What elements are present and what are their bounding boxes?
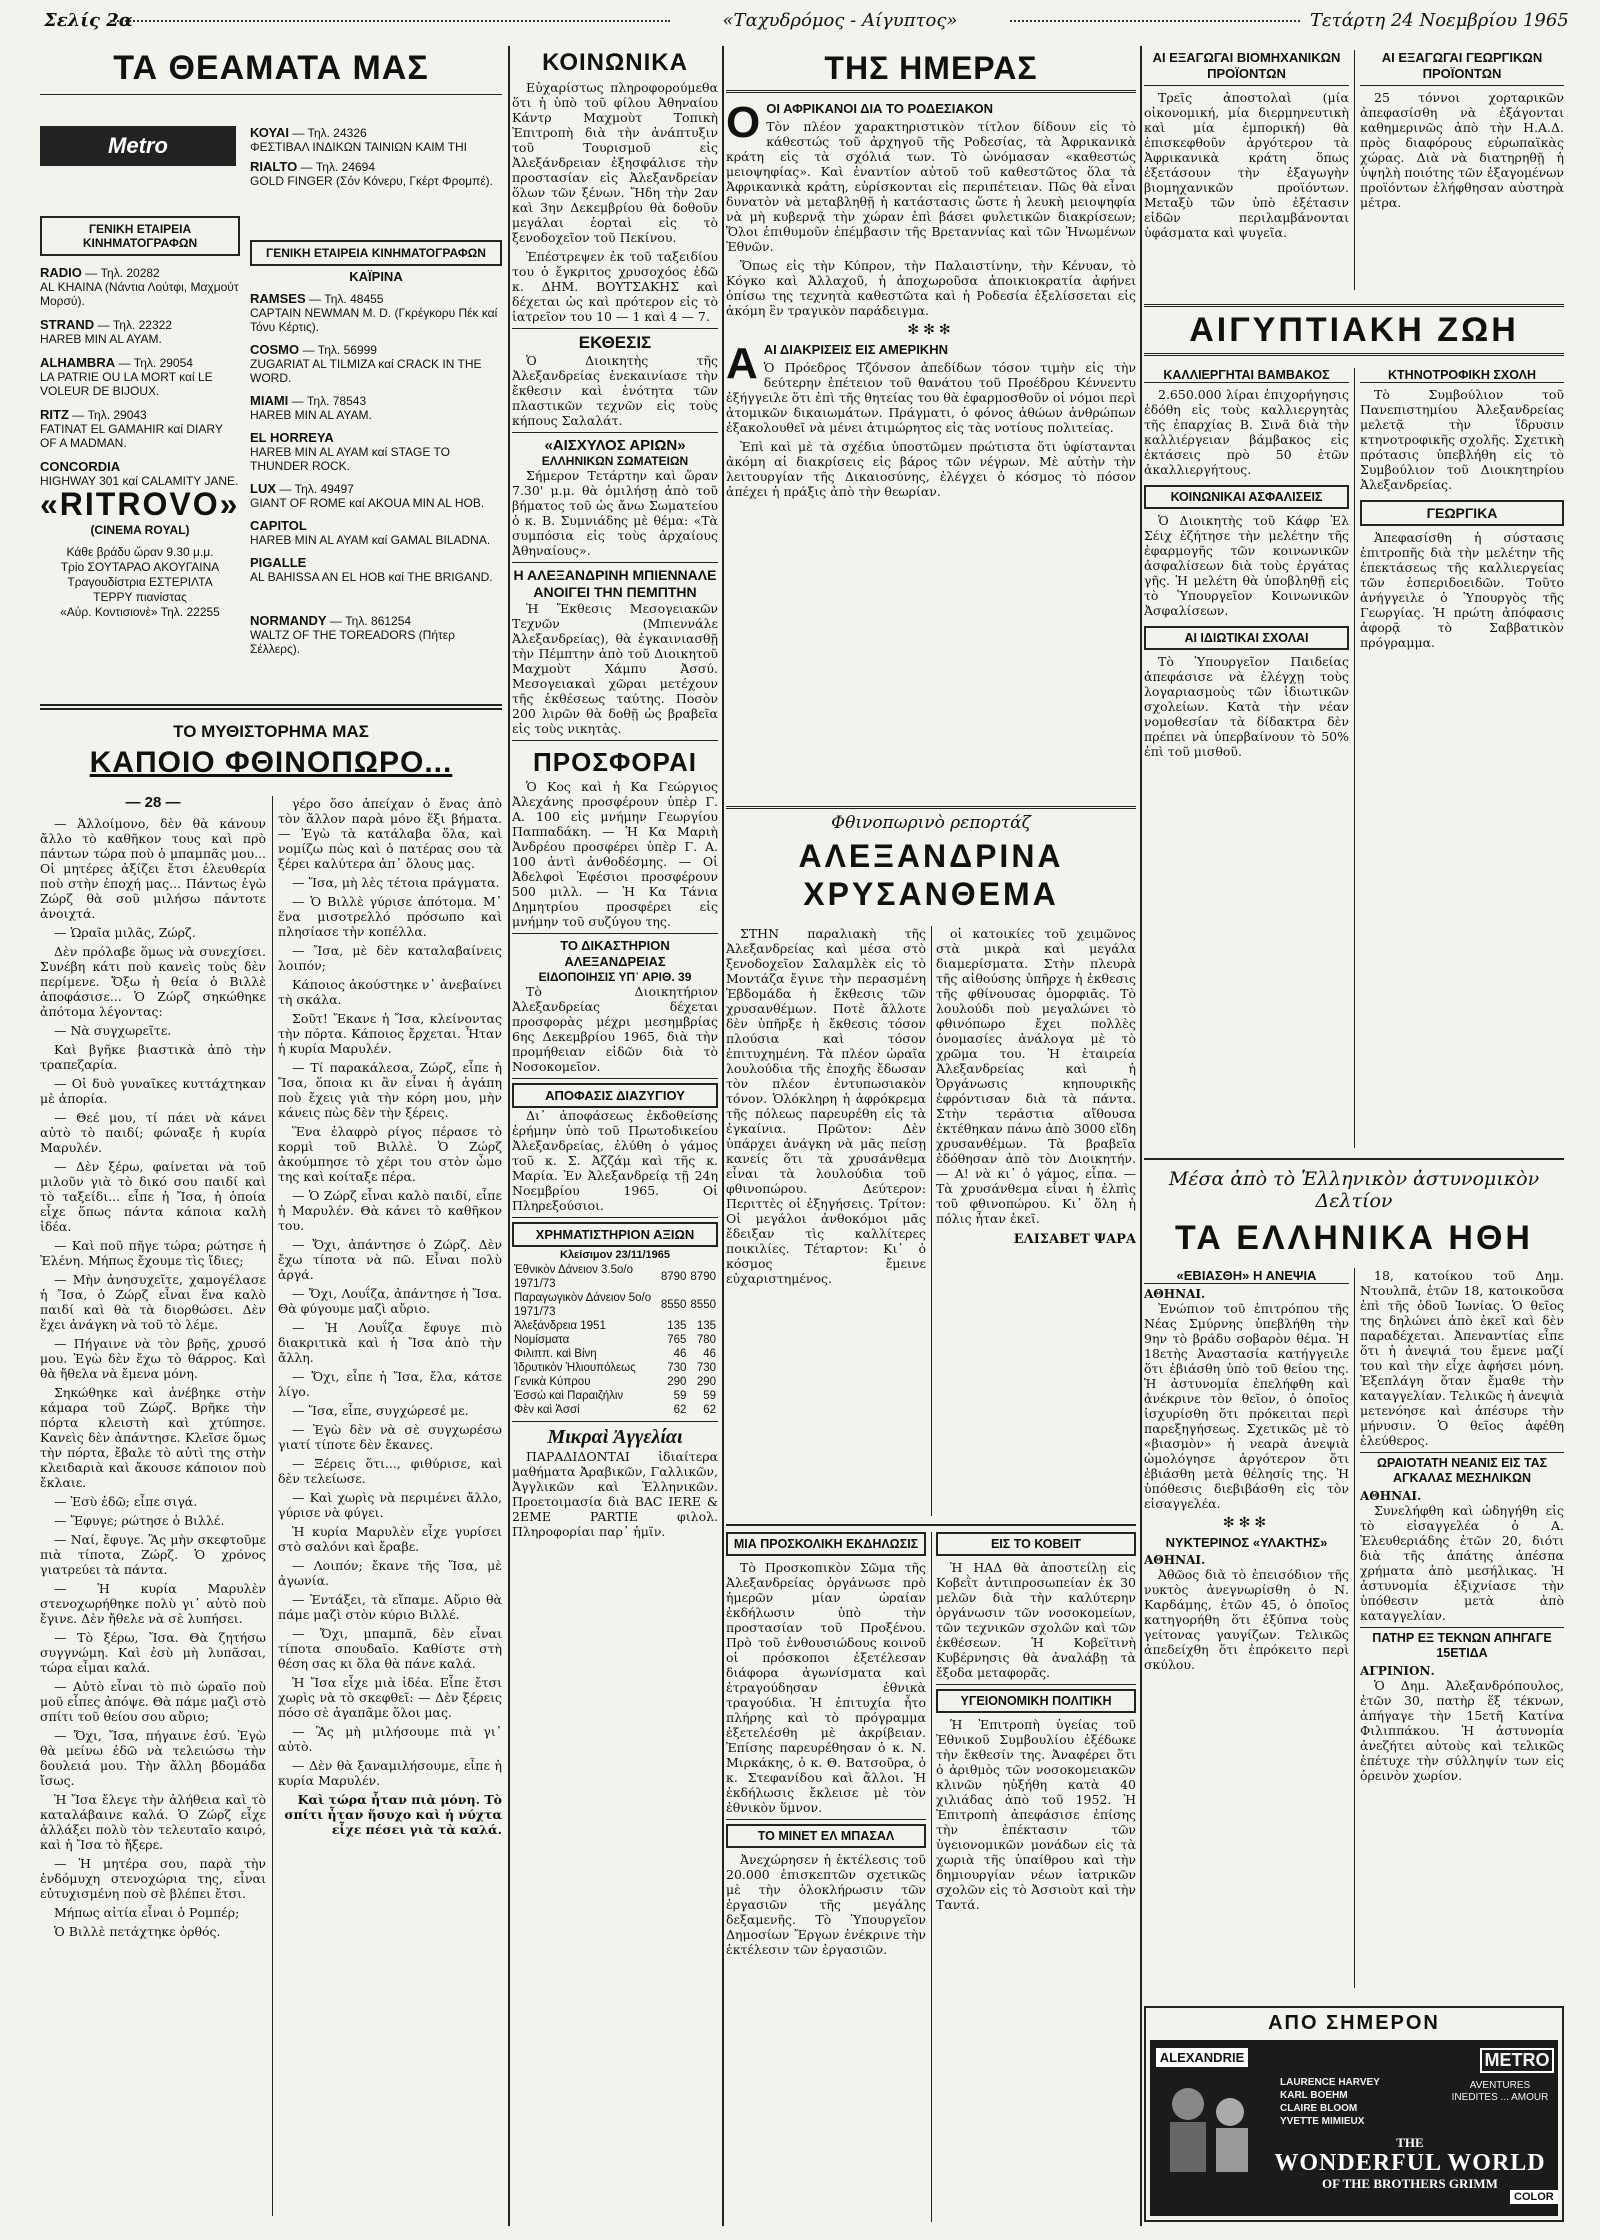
health-title: ΥΓΕΙΟΝΟΜΙΚΗ ΠΟΛΙΤΙΚΗ (936, 1689, 1136, 1713)
listing-radio: RADIO — Τηλ. 20282 AL KHAINA (Νάντια Λούτφι, Μαχμούτ Μορσύ). (40, 265, 239, 308)
america-headline: ΑΙ ΔΙΑΚΡΙΣΕΙΣ ΕΙΣ ΑΜΕΡΙΚΗΝ (763, 342, 948, 357)
theatre-list-top (250, 126, 502, 188)
police-column-2: 18, κατοίκου τοῦ Δημ. Ντουλπᾶ, ἐτῶν 18, κατοικοῦσα ἐπὶ τῆς ὁδοῦ Ἰωνίας. Ὁ θεῖος της δηλώνει ἀπὸ ἐκεῖ καὶ δὲν παραδέχεται. Ἀπεναντίας εἶπε ὅτι ἡ ἀνεψιά του ἔμενε μαζί του καὶ τὴν εἶχε ἀφήσει μόνη. Ἐξεπλάγη ὅταν ἔμαθε τὴν καταγγελίαν. Τελικῶς ἡ ἀνεψιὰ μετενόησε καὶ ἀπέσυρε τὴν μήνυσιν. Ὁ θεῖος ἀφέθη ἐλεύθερος. ΩΡΑΙΟΤΑΤΗ ΝΕΑΝΙΣ ΕΙΣ ΤΑΣ ΑΓΚΑΛΑΣ ΜΕΣΗΛΙΚΩΝ ΑΘΗΝΑΙ. Συνελήφθη καὶ ὠδηγήθη εἰς τὸ εἰσαγγελέα ὁ Α. Ἐλευθεριάδης ἐτῶν 20, διότι διὰ τῆς ἀπάτης ἀπέσπα χρήματα ἀπὸ μεσήλικας. Ἡ ἀστυνομία ἐξιχνίασε τὴν ὑπόθεσιν μετὰ ἀπὸ καταγγελίαν. ΠΑΤΗΡ ΕΞ ΤΕΚΝΩΝ ΑΠΗΓΑΓΕ 15ΕΤΙΔΑ ΑΓΡΙΝΙΟΝ. Ὁ Δημ. Ἀλεξανδρόπουλος, ἐτῶν 30, πατὴρ ἕξ τέκνων, ἀπήγαγε τὴν 15ετῆ Κατίνα Φιλιππάκου. Ἡ ἀστυνομία ἀνεζήτει αὐτοὺς καὶ τελικῶς ἐπέτυχε τὴν σύλληψίν των εἰς ὀρεινὸν χωρίον. (1360, 1268, 1564, 1783)
police-column-1: «ΕΒΙΑΣΘΗ» Η ΑΝΕΨΙΑ ΑΘΗΝΑΙ. Ἐνώπιον τοῦ ἐπιτρόπου τῆς Νέας Σμύρνης ὑπεβλήθη τὴν 9ην τὸ βράδυ σοβαρὸν θέμα. Ἡ 18ετὴς Ἀναστασία κατήγγειλε ὅτι ἐβιάσθη ὑπὸ τοῦ θείου της. Ἡ ἀστυνομία ἐπελήφθη καὶ ἀνέκρινε τὸν θεῖον, ὁ ὁποῖος ἰσχυρίσθη ὅτι πρόκειται περὶ παρεξηγήσεως. Σχετικῶς μὲ τὸ «βιασμὸν» ἡ νεαρὰ ἀνεψιὰ ὡμολόγησε ἀργότερον ὅτι ἐβιάσθη μετὰ θέλησίς της. Ἡ ὑπόθεσις διεβιβάσθη εἰς τὸν εἰσαγγελέα. ✻✻✻ ΝΥΚΤΕΡΙΝΟΣ «ΥΛΑΚΤΗΣ» ΑΘΗΝΑΙ. Ἀθῶος διὰ τὸ ἐπεισόδιον τῆς νυκτὸς ἀνεγνωρίσθη ὁ Ν. Καρδάμης, ἐτῶν 45, ὁ ὁποῖος κατηγορήθη ὅτι ἐξύπνα τοὺς γείτονας γαυγίζων. Τελικῶς ἀπεδείχθη ὅτι ἐπρόκειτο περὶ σκύλου. (1144, 1268, 1349, 1672)
life-column-2: ΚΤΗΝΟΤΡΟΦΙΚΗ ΣΧΟΛΗ Τὸ Συμβούλιον τοῦ Πανεπιστημίου Ἀλεξανδρείας μελετᾷ τὴν ἵδρυσιν κτηνοτροφικῆς σχολῆς. Σχετικὴ πρότασις ὑπεβλήθη εἰς τὸ Συμβούλιον τοῦ Διοικητηρίου Ἀλεξανδρείας. ΓΕΩΡΓΙΚΑ Ἀπεφασίσθη ἡ σύστασις ἐπιτροπῆς διὰ τὴν μελέτην τῆς ἐπεκτάσεως τῆς καλλιεργείας τῶν ἐσπεριδοειδῶν. Τοῦτο ἀνήγγειλε ὁ Ὑπουργὸς τῆς Γεωργίας. Ἡ πρώτη ἀπόφασις ἀφορᾷ τὸ Σαββατικὸν πρόγραμμα. (1360, 368, 1564, 650)
court-title: ΤΟ ΔΙΚΑΣΤΗΡΙΟΝ ΑΛΕΞΑΝΔΡΕΙΑΣ (560, 938, 670, 969)
movie-poster (1150, 2040, 1558, 2216)
movie-tagline: AVENTURES INEDITES ... AMOUR (1451, 2080, 1549, 2103)
security-price: 780 (696, 1334, 716, 1346)
social-item: Ἐπέστρεψεν ἐκ τοῦ ταξειδίου του ὁ ἔγκριτος χρυσοχόος ἐδῶ κ. ΔΗΜ. ΒΟΥΤΣΑΚΗΣ καὶ δέχεται ὡς καὶ πρότερον εἰς τὸ ἱατρεῖον του 10 — 1 καὶ 4 — 7. (512, 249, 718, 324)
header-dots-left (110, 20, 670, 22)
listing-ritz: RITZ — Τηλ. 29043 FATINAT EL GAMAHIR καί DIARY OF A MADMAN. (40, 407, 223, 450)
movie-header: ΑΠΟ ΣΗΜΕΡΟΝ (1268, 2012, 1440, 2034)
nocturnal-headline: ΝΥΚΤΕΡΙΝΟΣ «ΥΛΑΚΤΗΣ» (1165, 1535, 1328, 1550)
security-name: Γενικὰ Κύπρου (514, 1376, 591, 1388)
social-insurance-title: ΚΟΙΝΩΝΙΚΑΙ ΑΣΦΑΛΙΣΕΙΣ (1144, 485, 1349, 509)
security-price: 8790 (660, 1271, 687, 1283)
security-price: 135 (667, 1320, 687, 1332)
security-price: 62 (703, 1404, 716, 1416)
report-title: ΑΛΕΞΑΝΔΡΙΝΑ ΧΡΥΣΑΝΘΕΜΑ (798, 838, 1064, 912)
social-item: Εὐχαρίστως πληροφορούμεθα ὅτι ἡ ὑπὸ τοῦ φίλου Ἀθηναίου Κάντρ Μαχμοὺτ Τοπικὴ Ἐπιτροπὴ διὰ τὴν ἀνάπτυξιν τοῦ Τουρισμοῦ εἰς Ἀλεξάνδρειαν ἐξησφάλισε τὴν προστασίαν εἰς Ἀλεξανδρείαν ὅλων τῶν ξένων. Ἤδη τὴν 2αν καὶ 3ην Δεκεμβρίου θὰ δοθοῦν μεγάλαι ἐορταὶ εἰς τὸ ξενοδοχεῖον τοῦ Πεκίνου. (512, 80, 718, 245)
issue-date: Τετάρτη 24 Νοεμβρίου 1965 (1310, 10, 1569, 31)
color-badge: COLOR (1510, 2190, 1558, 2204)
scouts-article: ΜΙΑ ΠΡΟΣΚΟΛΙΚΗ ΕΚΔΗΛΩΣΙΣ Τὸ Προσκοπικὸν Σῶμα τῆς Ἀλεξανδρείας ὀργάνωσε πρὸ ἡμερῶν μίαν ὡραίαν ἐκδήλωσιν ὑπὸ τὴν προστασίαν τοῦ Προξένου. Πρὸ τοῦ ἐνθουσιώδους κοινοῦ οἱ πρόσκοποι ἐξετέλεσαν διάφορα ἀγωνίσματα καὶ ἐτραγούδησαν ἐθνικὰ τραγούδια. Ἡ ἐπιτυχία ἦτο πλήρης καὶ τὸ πρόγραμμα ἐξετελέσθη μὲ ἀκρίβειαν. Ἐπίσης παρευρέθησαν ὁ κ. Ν. Μιρκάκης, ὁ κ. Θ. Βατσοῦρα, ὁ κ. Στεφανίδου καὶ ἄλλοι. Ἡ ἐκδήλωσις ἔκλεισε μὲ τὸν ἐθνικὸν ὕμνον. ΤΟ ΜΙΝΕΤ ΕΛ ΜΠΑΣΑΛ Ἀνεχώρησεν ἡ ἐκτέλεσις τοῦ 20.000 ἐπισκεπτῶν σχετικῶς μὲ τὴν ὁλοκλήρωσιν τῶν ἐργασιῶν τῆς μεγάλης δεξαμενῆς. Τὸ Ὑπουργεῖον Δημοσίων Ἔργων ἐνέκρινε τὴν ἐκτέλεσιν τῶν ἐργασιῶν. (726, 1532, 926, 2222)
header-dots-right (1010, 20, 1300, 22)
minet-title: ΤΟ ΜΙΝΕΤ ΕΛ ΜΠΑΣΑΛ (726, 1824, 926, 1848)
novel-kicker: ΤΟ ΜΥΘΙΣΤΟΡΗΜΑ ΜΑΣ (173, 722, 369, 741)
security-price: 765 (667, 1334, 687, 1346)
theatres-title: ΤΑ ΘΕΑΜΑΤΑ ΜΑΣ (113, 49, 429, 87)
exchange-row (512, 1403, 718, 1417)
movie-title: THE WONDERFUL WORLD OF THE BROTHERS GRIMM (1274, 2135, 1546, 2191)
security-name: Φὲν καὶ Ἀσσί (514, 1404, 580, 1416)
report-column-1: ΣΤΗΝ παραλιακὴ τῆς Ἀλεξανδρείας καὶ μέσα στὸ ξενοδοχεῖον Σαλαμλὲκ εἰς τὸ Μοντάζα ἔγινε τὴν περασμένη Ἑβδομάδα ἡ ἔκθεσις τῶν χρυσανθέμων. Ποτὲ ἄλλοτε δὲν ὑπῆρξε ἡ ἔκθεσις τόσον πλούσια καὶ τόσον ἐπιτυχημένη. Τὰ πλέον ὡραῖα λουλούδια τῆς ἐποχῆς ἔδωσαν τὸν πλέον ἐντυπωσιακὸν τόνον. Ὁλόκληρη ἡ ἀφρόκρεμα τῆς πόλεως παρευρέθη εἰς τὰ ἐγκαίνια. Πρῶτον: Δὲν ὑπάρχει ἀνάγκη νὰ μᾶς πείσῃ κανείς ὅτι τὰ χρυσάνθεμα εἶναι τὰ λουλούδια τοῦ φθινοπώρου. Δεύτερον: Περιττὲς οἱ ἐξηγήσεις. Τρίτον: Οἱ μεγάλοι ἀνθοκόμοι μᾶς ἔδειξαν τὶς καλλίτερες ποικιλίες. Τέταρτον: Κι᾿ ὁ κόσμος ἔμεινε εὐχαριστημένος. (726, 926, 926, 1286)
ritrovo-ad (40, 486, 240, 620)
security-name: Νομίσματα (514, 1334, 570, 1346)
theatre-list-right (250, 240, 502, 656)
day-title: ΤΗΣ ΗΜΕΡΑΣ (726, 46, 1136, 93)
cotton-title: ΚΑΛΛΙΕΡΓΗΤΑΙ ΒΑΜΒΑΚΟΣ (1144, 368, 1349, 383)
ads-title: Μικραὶ Ἀγγελίαι (547, 1426, 683, 1448)
listing-pigalle: PIGALLE AL BAHISSA AN EL HOB καί THE BRIGAND. (250, 555, 493, 584)
novel-episode: — 28 — (125, 794, 181, 811)
newspaper-name: «Ταχυδρόμος - Αίγυπτος» (722, 10, 958, 31)
security-price: 135 (696, 1320, 716, 1332)
listing-normandy: NORMANDY — Τηλ. 861254 WALTZ OF THE TOREADORS (Πήτερ Σέλλερς). (250, 613, 455, 656)
social-title: ΚΟΙΝΩΝΙΚΑ (542, 49, 688, 76)
exchange-row (512, 1319, 718, 1333)
listing-capitol: CAPITOL HAREB MIN AL AYAM καί GAMAL BILADNA. (250, 518, 491, 547)
listing-el-horreya: EL HORREYA HAREB MIN AL AYAM καί STAGE TO THUNDER ROCK. (250, 430, 450, 473)
ritrovo-sub: (CINEMA ROYAL) (90, 523, 190, 537)
page-header (0, 0, 1600, 44)
vet-school-title: ΚΤΗΝΟΤΡΟΦΙΚΗ ΣΧΟΛΗ (1360, 368, 1564, 383)
security-name: Φιλιππ. καὶ Βίνη (514, 1348, 597, 1360)
police-kicker: Μέσα ἀπὸ τὸ Ἑλληνικὸν ἀστυνομικὸν Δελτίον (1168, 1168, 1540, 1212)
security-price: 46 (703, 1348, 716, 1360)
listing-kouai: ΚΟΥΑΙ — Τηλ. 24326 ΦΕΣΤΙΒΑΛ ΙΝΔΙΚΩΝ ΤΑΙΝΙΩΝ ΚΑΙΜ ΤΗΙ (250, 125, 467, 154)
scouts-title: ΜΙΑ ΠΡΟΣΚΟΛΙΚΗ ΕΚΔΗΛΩΣΙΣ (726, 1532, 926, 1556)
agriculture-title: ΓΕΩΡΓΙΚΑ (1360, 500, 1564, 526)
security-price: 8550 (660, 1299, 687, 1311)
report-column-2: οἱ κατοικίες τοῦ χειμῶνος στὰ μικρὰ καὶ μεγάλα διαμερίσματα. Στὴν πλευρὰ τῆς αἰθούσης ὑπῆρχε ἡ ἐκθεσις τῆς φθίνουσας ὀμορφιᾶς. Τὸ λουλούδι ποὺ μεγαλώνει τὸ φθινόπωρο ἔχει πολλὲς ὀνομασίες ἀνάλογα μὲ τὸ χρῶμα του. Ἡ ἑταιρεία Ἀλεξανδρείας καὶ ἡ Ὀργάνωσις κηπουρικῆς ἐφρόντισαν διὰ τὰ πάντα. Στὴν τεράστια αἴθουσα ἐκτέθηκαν πάνω ἀπὸ 3000 εἴδη χρυσανθέμων. Τὰ βραβεῖα ἐδόθησαν ἀπὸ τὸν Διοικητήν. — Α! νὰ κι᾿ ὁ γάμος, εἶπα. — Τὰ χρυσάνθεμα εἶναι ἡ ἐλπὶς τοῦ φθινοπώρου. Κι᾿ ὅλη ἡ πόλις ἦταν ἐκεῖ. ΕΛΙΣΑΒΕΤ ΨΑΡΑ (936, 926, 1136, 1247)
exchange-row (512, 1375, 718, 1389)
report-kicker: Φθινοπωρινὸ ρεπορτάζ (831, 813, 1031, 833)
movie-cast: LAURENCE HARVEY KARL BOEHM CLAIRE BLOOM YVETTE MIMIEUX (1280, 2077, 1380, 2127)
ritrovo-name: «RITROVO» (40, 486, 240, 522)
theatres-novel-column (40, 46, 502, 2226)
security-price: 8550 (690, 1299, 716, 1311)
listing-lux: LUX — Τηλ. 49497 GIANT OF ROME καί AKOUA MIN AL HOB. (250, 481, 485, 510)
page-number: Σελίς 2α (44, 10, 133, 31)
article-rhodesia: Ο ΟΙ ΑΦΡΙΚΑΝΟΙ ΔΙΑ ΤΟ ΡΟΔΕΣΙΑΚΟΝ Τὸν πλέον χαρακτηριστικὸν τίτλον δίδουν εἰς τὸ κάθεστώς τοῦ ἀρχηγοῦ τῆς Ροδεσίας, τὰ Ἀφρικανικὰ κράτη εἰς τὰ σχόλιά των. Τὸ ὠνόμασαν «καθεστώς μειοψηφίας». Καὶ ἐναντίον αὐτοῦ τοῦ καθεστῶτος ὅλα τὰ Ἀφρικανικὰ κράτη, εὑρίσκονται εἰς περιπέτειαν. Πῶς θὰ εἶναι δυνατὸν νὰ μεταβληθῇ ἡ κατάστασις ὥστε ἡ λευκὴ μειοψηφία νὰ μὴ κυβερνᾷ τὴν χώραν ἐπὶ βάσει φυλετικῶν διακρίσεων; Ὅλοι ἐπιθυμοῦν ἐπέμβασιν τῆς Βρεταννίας καὶ τῶν Ἡνωμένων Ἐθνῶν. Ὅπως εἰς τὴν Κύπρον, τὴν Παλαιστίνην, τὴν Κένυαν, τὸ Κόγκο καὶ Ἀλλαχοῦ, ἡ ἀποχωροῦσα ἀποικιοκρατία ἀφήνει ὀπίσω της τεχνητὰ καθεστῶτα καὶ ἡ Ροδεσία ἐξελίσσεται εἰς ἀκόμη ἓν τραγικὸν παράδειγμα. (726, 98, 1136, 318)
listing-alhambra: ALHAMBRA — Τηλ. 29054 LA PATRIE OU LA MORT καί LE VOLEUR DE BIJOUX. (40, 355, 213, 398)
exhibit-title: ΕΚΘΕΣΙΣ (578, 333, 652, 352)
listing-concordia: CONCORDIA HIGHWAY 301 καί CALAMITY JANE. (40, 459, 239, 488)
ritrovo-details: Κάθε βράδυ ὥραν 9.30 μ.μ. Τρίο ΣΟΥΤΑΡΑΟ ΑΚΟΥΓΑΙΝΑ Τραγουδίστρια ΕΣΤΕΡΙΛΤΑ ΤΕΡΡΥ πιανίστας «Αὐρ. Κοντισιονὲ» Τηλ. 22255 (60, 545, 220, 619)
movie-advertisement (1144, 2006, 1564, 2222)
listing-cosmo: COSMO — Τηλ. 56999 ZUGARIAT AL TILMIZA καί CRACK IN THE WORD. (250, 342, 482, 385)
novel-column-1: — Ἀλλοίμονο, δὲν θὰ κάνουν ἄλλο τὸ καθῆκον τους καὶ πρὸ πάντων τώρα ποὺ ὁ μπαμπᾶς μου... Οἱ μητέρες ἀξίζει ἔτσι ἐλευθερία ποὺ στὴν ἐποχή μας... Πάντως ἐγὼ Ζώρζ θὰ σοῦ μιλήσω πάντοτε ἀνοιχτά. — Ὡραῖα μιλᾶς, Ζώρζ. Δὲν πρόλαβε ὅμως νὰ συνεχίσει. Συνέβη κάτι ποὺ κανεὶς τοὺς δὲν περίμενε. Ὄξω ἡ θεία ὁ Βιλλὲ ἀποφάσισε... Ὁ Ζώρζ σηκώθηκε ἀπότομα λέγοντας: — Νὰ συγχωρεῖτε. Καὶ βγῆκε βιαστικὰ ἀπὸ τὴν τραπεζαρία. — Οἱ δυὸ γυναῖκες κυττάχτηκαν μὲ ἀπορία. — Θεέ μου, τί πάει νὰ κάνει αὐτὸ τὸ παιδί; φώναξε ἡ κυρία Μαρυλέν. — Δὲν ξέρω, φαίνεται νὰ τοῦ μιλοῦν γιὰ τὸ δικό σου παιδί καὶ τὸ ταξείδι... εἶπε ἡ Ἴσα, ἡ ὁποία εἶχε ὅπως πάντα κάποια καλὴ ἰδέα. — Καὶ ποῦ πῆγε τώρα; ρώτησε ἡ Ἐλένη. Μήπως ἔχουμε τὶς ἴδιες; — Μὴν ἀνησυχεῖτε, χαμογέλασε ἡ Ἴσα, ὁ Ζώρζ εἶναι ἕνα καλὸ παιδί καὶ θὰ τὰ διορθώσει. Δὲν ἔχει ἀνάγκη νὰ τοῦ τὸ λέμε. — Πήγαινε νὰ τὸν βρῆς, χρυσό μου. Ἐγὼ δὲν ἔχω τὸ θάρρος. Καὶ θὰ ἤθελα νὰ ἔμενα μόνη. Σηκώθηκε καὶ ἀνέβηκε στὴν κάμαρα τοῦ Ζώρζ. Βρῆκε τὴν πόρτα κλειστὴ καὶ χτύπησε. Κανεὶς δὲν ἀπάντησε. Κλεῖσε ὅμως τὴν πόρτα, ἔβαλε τὸ αὐτὶ της στὴν κλειδαριὰ καὶ ἄκουσε κάποιον ποὺ ἔκλαιε. — Ἐσὺ ἐδῶ; εἶπε σιγά. — Ἔφυγε; ρώτησε ὁ Βιλλέ. — Ναί, ἔφυγε. Ἂς μὴν σκεφτοῦμε πιὰ τίποτα, Ζώρζ. Ὁ χρόνος γιατρεύει τὰ πάντα. — Ἡ κυρία Μαρυλὲν στενοχωρήθηκε πολὺ γι᾿ αὐτὸ ποὺ ἔγινε. Δὲν ἤθελε νὰ σὲ λυπήσει. — Τὸ ξέρω, Ἴσα. Θὰ ζητήσω συγγνώμη. Καὶ ἐσὺ μὴ λυπᾶσαι, τώρα εἶμαι καλά. — Αὐτὸ εἶναι τὸ πιὸ ὡραῖο ποὺ μοῦ εἶπες ἀπόψε. Θὰ πάμε μαζὶ στὸ σπίτι τοῦ θείου σου αὔριο; — Ὄχι, Ἴσα, πήγαινε ἐσύ. Ἐγὼ θὰ μείνω ἐδῶ νὰ τελειώσω τὴν δουλειά μου. Τὴν ἄλλη βδομάδα ἴσως. Ἡ Ἴσα ἔλεγε τὴν ἀλήθεια καὶ τὸ καταλάβαινε καλά. Ὁ Ζώρζ εἶχε ἀλλάξει πολὺ τὸν τελευταῖο καιρό, καὶ ἡ Ἴσα τὸ ἤξερε. — Ἡ μητέρα σου, παρὰ τὴν ἐνδόμυχη στενοχώρια της, εἶναι εὐτυχισμένη ποὺ σὲ βλέπει ἔτσι. Μήπως αἰτία εἶναι ὁ Ρομπέρ; Ὁ Βιλλὲ πετάχτηκε ὀρθός. (40, 816, 266, 1939)
security-price: 62 (673, 1404, 687, 1416)
theatre-list-left (40, 216, 240, 498)
aeschylus-title: «ΑΙΣΧΥΛΟΣ ΑΡΙΩΝ» (544, 437, 686, 454)
novel-title: ΚΑΠΟΙΟ ΦΘΙΝΟΠΩΡΟ... (89, 746, 453, 779)
girl-headline: ΩΡΑΙΟΤΑΤΗ ΝΕΑΝΙΣ ΕΙΣ ΤΑΣ ΑΓΚΑΛΑΣ ΜΕΣΗΛΙΚΩΝ (1360, 1452, 1564, 1486)
security-price: 290 (696, 1376, 716, 1388)
security-price: 46 (673, 1348, 687, 1360)
company-box-left: ΓΕΝΙΚΗ ΕΤΑΙΡΕΙΑ ΚΙΝΗΜΑΤΟΓΡΑΦΩΝ (40, 216, 240, 256)
security-price: 59 (703, 1390, 716, 1402)
social-column: ΚΟΙΝΩΝΙΚΑ Εὐχαρίστως πληροφορούμεθα ὅτι ἡ ὑπὸ τοῦ φίλου Ἀθηναίου Κάντρ Μαχμοὺτ Τοπικὴ Ἐπιτροπὴ διὰ τὴν ἀνάπτυξιν τοῦ Τουρισμοῦ εἰς Ἀλεξάνδρειαν ἐξησφάλισε τὴν προστασίαν εἰς Ἀλεξανδρείαν ὅλων τῶν ξένων. Ἤδη τὴν 2αν καὶ 3ην Δεκεμβρίου θὰ δοθοῦν μεγάλαι ἐορταὶ εἰς τὸ ξενοδοχεῖον τοῦ Πεκίνου. Ἐπέστρεψεν ἐκ τοῦ ταξειδίου του ὁ ἔγκριτος χρυσοχόος ἐδῶ κ. ΔΗΜ. ΒΟΥΤΣΑΚΗΣ καὶ δέχεται ὡς καὶ πρότερον εἰς τὸ ἱατρεῖον του 10 — 1 καὶ 4 — 7. ΕΚΘΕΣΙΣ Ὁ Διοικητὴς τῆς Ἀλεξανδρείας ἐνεκαινίασε τὴν ἔκθεσιν καὶ ἑνότητα τῶν πλαστικῶν τεχνῶν εἰς τοὺς κήπους Σαλαλάτ. «ΑΙΣΧΥΛΟΣ ΑΡΙΩΝ» ΕΛΛΗΝΙΚΩΝ ΣΩΜΑΤΕΙΩΝ Σήμερον Τετάρτην καὶ ὥραν 7.30' μ.μ. θὰ ὁμιλήσῃ ἀπὸ τοῦ βήματος τοῦ ὡς ἄνω Σωματείου ὁ κ. Β. Συμνιάδης μὲ θέμα: «Τὰ συμπόσια εἰς τοὺς ἀρχαίους Ἀθηναίους». Η ΑΛΕΞΑΝΔΡΙΝΗ ΜΠΙΕΝΝΑΛΕ ΑΝΟΙΓΕΙ ΤΗΝ ΠΕΜΠΤΗΝ Ἡ Ἔκθεσις Μεσογειακῶν Τεχνῶν (Μπιεννάλε Ἀλεξανδρείας), θὰ ἐγκαινιασθῇ τὴν Πέμπτην ἀπὸ τοῦ Διοικητοῦ Μαχμοὺτ Χάμπυ Ἀσσύ. Μεσογειακαὶ χῶραι μετέχουν τῆς ἐκθέσεως ταύτης. Ποσὸν 200 λιρῶν θὰ δοθῇ ὡς βραβεῖα εἰς τοὺς νικητὰς. ΠΡΟΣΦΟΡΑΙ Ὁ Κος καὶ ἡ Κα Γεώργιος Ἀλεχάνης προσφέρουν ὑπὲρ Γ. Α. 100 εἰς μνήμην Γεωργίου Παππαδάκη. — Ἡ Κα Μαριὴ Ἀνδρέου προσφέρει ὑπὲρ Γ. Α. 100 ἀντὶ ἀνθοδέσμης. — Οἱ Ἀδελφοὶ Ἐφέσιοι προσφέρουν 500 μιλλ. — Ἡ Κα Τάνια Δημητρίου προσφέρει εἰς μνήμην τοῦ συζύγου της. ΤΟ ΔΙΚΑΣΤΗΡΙΟΝ ΑΛΕΞΑΝΔΡΕΙΑΣ ΕΙΔΟΠΟΙΗΣΙΣ ΥΠ᾿ ΑΡΙΘ. 39 Τὸ Διοικητήριον Ἀλεξανδρείας δέχεται προσφορὰς μέχρι μεσημβρίας 6ης Δεκεμβρίου 1965, διὰ τὴν προμήθειαν εἰδῶν διὰ τὸ Νοσοκομεῖον. ΑΠΟΦΑΣΙΣ ΔΙΑΖΥΓΙΟΥ Δι᾿ ἀποφάσεως ἐκδοθείσης ἐρήμην ὑπὸ τοῦ Πρωτοδικείου Ἀλεξανδρείας, ἐλύθη ὁ γάμος τοῦ κ. Σ. Ἀζζάμ καὶ τῆς κ. Μαρία. Ἐν Ἀλεξανδρείᾳ τῇ 24η Νοεμβρίου 1965. Οἱ Πληρεξούσιοι. ΧΡΗΜΑΤΙΣΤΗΡΙΟΝ ΑΞΙΩΝ Κλείσιμον 23/11/1965 Ἐθνικὸν Δάνειον 3.5ο/ο 1971/73 8790 8790 Παραγωγικὸν Δάνειον 5ο/ο 1971/73 8550 8550 Ἀλεξάνδρεια 1951 135 135 Νομίσματα 765 780 Φιλιππ. καὶ Βίνη 46 46 Ἰδρυτικὸν Ἡλιουπόλεως 730 730 Γενικὰ Κύπρου 290 290 Ἐσσώ καὶ Παραιζήλιν 59 59 Φὲν καὶ Ἀσσί 62 62 Μικραὶ Ἀγγελίαι ΠΑΡΑΔΙΔΟΝΤΑΙ ἰδιαίτερα μαθήματα Ἀραβικῶν, Γαλλικῶν, Ἀγγλικῶν καὶ Ἑλληνικῶν. Προετοιμασία διὰ BAC IERE & 2EME PARTIE φιλολ. Πληροφορίαι παρ᾿ ἡμῖν. (512, 46, 718, 2226)
security-name: Ἀλεξάνδρεια 1951 (514, 1320, 606, 1332)
niece-headline: «ΕΒΙΑΣΘΗ» Η ΑΝΕΨΙΑ (1144, 1268, 1349, 1284)
day-column: ΤΗΣ ΗΜΕΡΑΣ Ο ΟΙ ΑΦΡΙΚΑΝΟΙ ΔΙΑ ΤΟ ΡΟΔΕΣΙΑΚΟΝ Τὸν πλέον χαρακτηριστικὸν τίτλον δίδουν εἰς τὸ κάθεστώς τοῦ ἀρχηγοῦ τῆς Ροδεσίας, τὰ Ἀφρικανικὰ κράτη εἰς τὰ σχόλιά των. Τὸ ὠνόμασαν «καθεστώς μειοψηφίας». Καὶ ἐναντίον αὐτοῦ τοῦ καθεστῶτος ὅλα τὰ Ἀφρικανικὰ κράτη, εὑρίσκονται εἰς περιπέτειαν. Πῶς θὰ εἶναι δυνατὸν νὰ μεταβληθῇ ἡ κατάστασις ὥστε ἡ λευκὴ μειοψηφία νὰ μὴ κυβερνᾷ τὴν χώραν ἐπὶ βάσει φυλετικῶν διακρίσεων; Ὅλοι ἐπιθυμοῦν ἐπέμβασιν τῆς Βρεταννίας καὶ τῶν Ἡνωμένων Ἐθνῶν. Ὅπως εἰς τὴν Κύπρον, τὴν Παλαιστίνην, τὴν Κένυαν, τὸ Κόγκο καὶ Ἀλλαχοῦ, ἡ ἀποχωροῦσα ἀποικιοκρατία ἀφήνει ὀπίσω της τεχνητὰ καθεστῶτα καὶ ἡ Ροδεσία ἐξελίσσεται εἰς ἀκόμη ἓν τραγικὸν παράδειγμα. ✻✻✻ Α ΑΙ ΔΙΑΚΡΙΣΕΙΣ ΕΙΣ ΑΜΕΡΙΚΗΝ Ὁ Πρόεδρος Τζόνσον ἀπεδίδων τόσον τιμὴν εἰς τὴν δεύτερην ἐπέτειον τοῦ θανάτου τοῦ Προέδρου Κέννεντυ ἐξήγγειλε ὅτι ἐπὶ τῆς θητείας του θὰ ἐφαρμοσθοῦν οἱ νόμοι περὶ ἀτομικῶν δικαιωμάτων. Πράγματι, ὁ φόνος ἀθώων ἀνθρώπων ἐξακολουθεῖ νὰ μένει ἀτιμώρητος εἰς τὰς νοτίους πολιτείας. Ἐπὶ καὶ μὲ τὰ σχέδια ὑποστῶμεν πρώτιστα ὅτι ὑφίστανται ἀκόμη αἱ διακρίσεις εἰς βάρος τῶν νέγρων. Μὲ αὐτὴν τὴν λειτουργίαν τῆς Δικαιοσύνης, ἐλέγχει ὁ κόσμος τὸ πόσον ἀπέχει ἡ πράξις ἀπὸ τὴν θεωρίαν. Φθινοπωρινὸ ρεπορτάζ ΑΛΕΞΑΝΔΡΙΝΑ ΧΡΥΣΑΝΘΕΜΑ ΣΤΗΝ παραλιακὴ τῆς Ἀλεξανδρείας καὶ μέσα στὸ ξενοδοχεῖον Σαλαμλὲκ εἰς τὸ Μοντάζα ἔγινε τὴν περασμένη Ἑβδομάδα ἡ ἔκθεσις τῶν χρυσανθέμων. Ποτὲ ἄλλοτε δὲν ὑπῆρξε ἡ ἔκθεσις τόσον πλούσια καὶ τόσον ἐπιτυχημένη. Τὰ πλέον ὡραῖα λουλούδια τῆς ἐποχῆς ἔδωσαν τὸν πλέον ἐντυπωσιακὸν τόνον. Ὁλόκληρη ἡ ἀφρόκρεμα τῆς πόλεως παρευρέθη εἰς τὰ ἐγκαίνια. Πρῶτον: Δὲν ὑπάρχει ἀνάγκη νὰ μᾶς πείσῃ κανείς ὅτι τὰ χρυσάνθεμα εἶναι τὰ λουλούδια τοῦ φθινοπώρου. Δεύτερον: Περιττὲς οἱ ἐξηγήσεις. Τρίτον: Οἱ μεγάλοι ἀνθοκόμοι μᾶς ἔδειξαν τὶς καλλίτερες ποικιλίες. Τέταρτον: Κι᾿ ὁ κόσμος ἔμεινε εὐχαριστημένος. οἱ κατοικίες τοῦ χειμῶνος στὰ μικρὰ καὶ μεγάλα διαμερίσματα. Στὴν πλευρὰ τῆς αἰθούσης ὑπῆρχε ἡ ἐκθεσις τῆς φθίνουσας ὀμορφιᾶς. Τὸ λουλούδι ποὺ μεγαλώνει τὸ φθινόπωρο ἔχει πολλὲς ὀνομασίες ἀνάλογα μὲ τὸ χρῶμα του. Ἡ ἑταιρεία Ἀλεξανδρείας καὶ ἡ Ὀργάνωσις κηπουρικῆς ἐφρόντισαν διὰ τὰ πάντα. Στὴν τεράστια αἴθουσα ἐκτέθηκαν πάνω ἀπὸ 3000 εἴδη χρυσανθέμων. Τὰ βραβεῖα ἐδόθησαν ἀπὸ τὸν Διοικητήν. — Α! νὰ κι᾿ ὁ γάμος, εἶπα. — Τὰ χρυσάνθεμα εἶναι ἡ ἐλπὶς τοῦ φθινοπώρου. Κι᾿ ὅλη ἡ πόλις ἦταν ἐκεῖ. ΕΛΙΣΑΒΕΤ ΨΑΡΑ ΜΙΑ ΠΡΟΣΚΟΛΙΚΗ ΕΚΔΗΛΩΣΙΣ Τὸ Προσκοπικὸν Σῶμα τῆς Ἀλεξανδρείας ὀργάνωσε πρὸ ἡμερῶν μίαν ὡραίαν ἐκδήλωσιν ὑπὸ τὴν προστασίαν τοῦ Προξένου. Πρὸ τοῦ ἐνθουσιώδους κοινοῦ οἱ πρόσκοποι ἐξετέλεσαν διάφορα ἀγωνίσματα καὶ ἐτραγούδησαν ἐθνικὰ τραγούδια. Ἡ ἐπιτυχία ἦτο πλήρης καὶ τὸ πρόγραμμα ἐξετελέσθη μὲ ἀκρίβειαν. Ἐπίσης παρευρέθησαν ὁ κ. Ν. Μιρκάκης, ὁ κ. Θ. Βατσοῦρα, ὁ κ. Στεφανίδου καὶ ἄλλοι. Ἡ ἐκδήλωσις ἔκλεισε μὲ τὸν ἐθνικὸν ὕμνον. ΤΟ ΜΙΝΕΤ ΕΛ ΜΠΑΣΑΛ Ἀνεχώρησεν ἡ ἐκτέλεσις τοῦ 20.000 ἐπισκεπτῶν σχετικῶς μὲ τὴν ὁλοκλήρωσιν τῶν ἐργασιῶν τῆς μεγάλης δεξαμενῆς. Τὸ Ὑπουργεῖον Δημοσίων Ἔργων ἐνέκρινε τὴν ἐκτέλεσιν τῶν ἐργασιῶν. ΕΙΣ ΤΟ ΚΟΒΕΙΤ Ἡ ΗΑΔ θὰ ἀποστείλῃ εἰς Κοβεῒτ ἀντιπροσωπείαν ἐκ 30 μελῶν διὰ τὴν καλύτερην ὀργάνωσιν τῶν νοσοκομείων, τῶν τεχνικῶν σχολῶν καὶ τῶν ἐκθέσεων. Ἡ Κοβεϊτινὴ Κυβέρνησις θὰ ἀναλάβῃ τὰ ἔξοδα μεταφορᾶς. ΥΓΕΙΟΝΟΜΙΚΗ ΠΟΛΙΤΙΚΗ Ἡ Ἐπιτροπὴ ὑγείας τοῦ Ἐθνικοῦ Συμβουλίου ἐξέδωκε τὴν ἔκθεσίν της. Ἀναφέρει ὅτι ὁ ἀριθμὸς τῶν νοσοκομειακῶν κλινῶν ηὐξήθη κατὰ 40 χιλιάδας ἀπὸ τοῦ 1952. Ἡ Ἐπιτροπὴ ἀπεφάσισε ἐπίσης τὴν ἐπέκτασιν τῶν ὑγειονομικῶν μονάδων εἰς τὰ χωριὰ τῆς ὑπαίθρου καὶ τὴν δημιουργίαν νέων ἰατρικῶν σχολῶν εἰς τὸ Ἀσσιοὺτ καὶ τὴν Ταντά. (726, 46, 1136, 2226)
exchange-row (512, 1333, 718, 1347)
metro-logo: Metro (40, 126, 236, 166)
kuwait-health-articles: ΕΙΣ ΤΟ ΚΟΒΕΙΤ Ἡ ΗΑΔ θὰ ἀποστείλῃ εἰς Κοβεῒτ ἀντιπροσωπείαν ἐκ 30 μελῶν διὰ τὴν καλύτερην ὀργάνωσιν τῶν νοσοκομείων, τῶν τεχνικῶν σχολῶν καὶ τῶν ἐκθέσεων. Ἡ Κοβεϊτινὴ Κυβέρνησις θὰ ἀναλάβῃ τὰ ἔξοδα μεταφορᾶς. ΥΓΕΙΟΝΟΜΙΚΗ ΠΟΛΙΤΙΚΗ Ἡ Ἐπιτροπὴ ὑγείας τοῦ Ἐθνικοῦ Συμβουλίου ἐξέδωκε τὴν ἔκθεσίν της. Ἀναφέρει ὅτι ὁ ἀριθμὸς τῶν νοσοκομειακῶν κλινῶν ηὐξήθη κατὰ 40 χιλιάδας ἀπὸ τοῦ 1952. Ἡ Ἐπιτροπὴ ἀπεφάσισε ἐπίσης τὴν ἐπέκτασιν τῶν ὑγειονομικῶν μονάδων εἰς τὰ χωριὰ τῆς ὑπαίθρου καὶ τὴν δημιουργίαν νέων ἰατρικῶν σχολῶν εἰς τὸ Ἀσσιοὺτ καὶ τὴν Ταντά. (936, 1532, 1136, 2222)
security-price: 730 (696, 1362, 716, 1374)
divorce-title: ΑΠΟΦΑΣΙΣ ΔΙΑΖΥΓΙΟΥ (512, 1083, 718, 1108)
industrial-exports-title: ΑΙ ΕΞΑΓΩΓΑΙ ΒΙΟΜΗΧΑΝΙΚΩΝ ΠΡΟΪΟΝΤΩΝ (1144, 50, 1349, 86)
column-rule (722, 46, 724, 2226)
security-name: Ἐσσώ καὶ Παραιζήλιν (514, 1390, 624, 1402)
studio-logo: METRO (1480, 2048, 1554, 2073)
listing-rialto: RIALTO — Τηλ. 24694 GOLD FINGER (Σόν Κόνερυ, Γκέρτ Φρομπέ). (250, 159, 494, 188)
column-rule (508, 46, 510, 2226)
security-name: Παραγωγικὸν Δάνειον 5ο/ο 1971/73 (514, 1292, 652, 1318)
report-header (726, 806, 1136, 913)
life-column-1: ΚΑΛΛΙΕΡΓΗΤΑΙ ΒΑΜΒΑΚΟΣ 2.650.000 λίραι ἐπιχορήγησις ἐδόθη εἰς τοὺς καλλιεργητὰς τῆς ἐπαρχίας Β. Σινᾶ διὰ τὴν καλλιέργειαν βάμβακος εἰς ἐκτάσεις πρὸ 50 ἐτῶν ἀκαλλιεργήτους. ΚΟΙΝΩΝΙΚΑΙ ΑΣΦΑΛΙΣΕΙΣ Ὁ Διοικητὴς τοῦ Κάφρ Ἐλ Σέιχ ἐζήτησε τὴν μελέτην τῆς ἐφαρμογῆς τῶν κοινωνικῶν ἀσφαλίσεων διὰ τοὺς ἐργάτας γῆς. Ἡ μελέτη θὰ ὑποβληθῇ εἰς τὸ Ὑπουργεῖον Κοινωνικῶν Ἀσφαλίσεων. ΑΙ ΙΔΙΩΤΙΚΑΙ ΣΧΟΛΑΙ Τὸ Ὑπουργεῖον Παιδείας ἀπεφάσισε νὰ ἐλέγχῃ τοὺς λογαριασμοὺς τῶν ἰδιωτικῶν σχολείων. Κατὰ τὴν νέαν νομοθεσίαν τὰ δίδακτρα δὲν πρέπει νὰ ὑπερβαίνουν τὸ 50% ἐπὶ τοῦ μισθοῦ. (1144, 368, 1349, 759)
kuwait-title: ΕΙΣ ΤΟ ΚΟΒΕΙΤ (936, 1532, 1136, 1556)
exchange-table (512, 1263, 718, 1417)
exchange-row (512, 1291, 718, 1319)
agricultural-exports: ΑΙ ΕΞΑΓΩΓΑΙ ΓΕΩΡΓΙΚΩΝ ΠΡΟΪΟΝΤΩΝ 25 τόννοι χορταρικῶν ἀπεφασίσθη νὰ ἐξάγονται καθημερινῶς ἀπὸ τὴν Η.Α.Δ. πρὸς διαφόρους εὐρωπαϊκὰς χώρας. Διὰ νὰ διατηρηθῇ ἡ ὑψηλὴ ποιότης τῶν ἐξαγομένων προϊόντων ἐλήφθησαν αὐστηρὰ μέτρα. (1360, 50, 1564, 210)
exchange-row (512, 1389, 718, 1403)
exchange-row (512, 1263, 718, 1291)
biennale-title: Η ΑΛΕΞΑΝΔΡΙΝΗ ΜΠΙΕΝΝΑΛΕ ΑΝΟΙΓΕΙ ΤΗΝ ΠΕΜΠΤΗΝ (513, 567, 717, 600)
company-box-right: ΓΕΝΙΚΗ ΕΤΑΙΡΕΙΑ ΚΙΝΗΜΑΤΟΓΡΑΦΩΝ (250, 240, 502, 266)
listing-ramses: RAMSES — Τηλ. 48455 CAPTAIN NEWMAN M. D. (Γκρέγκορυ Πέκ καί Τόνυ Κέρτις). (250, 291, 498, 334)
listing-miami: MIAMI — Τηλ. 78543 HAREB MIN AL AYAM. (250, 393, 372, 422)
rhodesia-headline: ΟΙ ΑΦΡΙΚΑΝΟΙ ΔΙΑ ΤΟ ΡΟΔΕΣΙΑΚΟΝ (766, 101, 994, 116)
report-signature: ΕΛΙΣΑΒΕΤ ΨΑΡΑ (1013, 1232, 1136, 1247)
column-rule (1140, 46, 1142, 2226)
movie-cinema: ALEXANDRIE (1156, 2048, 1248, 2067)
offers-title: ΠΡΟΣΦΟΡΑΙ (533, 747, 697, 777)
abduction-headline: ΠΑΤΗΡ ΕΞ ΤΕΚΝΩΝ ΑΠΗΓΑΓΕ 15ΕΤΙΔΑ (1360, 1627, 1564, 1661)
movie-figures-illustration (1158, 2076, 1268, 2176)
exchange-title: ΧΡΗΜΑΤΙΣΤΗΡΙΟΝ ΑΞΙΩΝ (512, 1222, 718, 1247)
novel-column-2: γέρο ὅσο ἀπείχαν ὁ ἕνας ἀπὸ τὸν ἄλλον παρὰ μόνο ἕξι βήματα. — Ἐγὼ τὰ κατάλαβα ὅλα, καὶ νομίζω πὼς καὶ ὁ πατέρας σου τὰ ξέρει καλύτερα ἀπ᾿ ὅλους μας. — Ἴσα, μὴ λὲς τέτοια πράγματα. — Ὁ Βιλλὲ γύρισε ἀπότομα. Μ᾿ ἕνα μισοτρελλό πρόσωπο καὶ πλησίασε τὴν κοπέλλα. — Ἴσα, μὲ δὲν καταλαβαίνεις λοιπόν; Κάποιος ἀκούστηκε ν᾿ ἀνεβαίνει τὴ σκάλα. Σοῦτ! Ἔκανε ἡ Ἴσα, κλείνοντας τὴν πόρτα. Κάποιος ἔρχεται. Ἦταν ἡ κυρία Μαρυλέν. — Τί παρακάλεσα, Ζώρζ, εἶπε ἡ Ἴσα, ὅποια κι ἂν εἶναι ἡ ἀγάπη ποὺ ἔχεις γιὰ τὴν κόρη μου, μὴν κάνεις πὼς δὲν τὴν ξέρεις. Ἕνα ἐλαφρὸ ρίγος πέρασε τὸ κορμὶ τοῦ Βιλλὲ. Ὁ Ζώρζ ἀκούμπησε τὸ χέρι του στὸν ὦμο της καὶ κοίταξε πέρα. — Ὁ Ζώρζ εἶναι καλὸ παιδί, εἶπε ἡ Μαρυλέν. Θὰ κάνει τὸ καθῆκον του. — Ὄχι, ἀπάντησε ὁ Ζώρζ. Δὲν ἔχω τίποτα νὰ πῶ. Εἶναι πολὺ ἀργά. — Ὄχι, Λουΐζα, ἀπάντησε ἡ Ἴσα. Θὰ φύγουμε μαζὶ αὔριο. — Ἡ Λουΐζα ἔφυγε πιὸ διακριτικὰ καὶ ἡ Ἴσα ἀπὸ τὴν ἄλλη. — Ὄχι, εἶπε ἡ Ἴσα, ἔλα, κάτσε λίγο. — Ἴσα, εἶπε, συγχώρεσέ με. — Ἐγὼ δὲν νὰ σὲ συγχωρέσω γιατί τίποτε δὲν ἔκανες. — Ξέρεις ὅτι..., φιθύρισε, καὶ δὲν τελείωσε. — Καὶ χωρὶς νὰ περιμένει ἄλλο, γύρισε νὰ φύγει. Ἡ κυρία Μαρυλὲν εἶχε γυρίσει στὸ σαλόνι καὶ ἔραβε. — Λοιπόν; ἔκανε τῆς Ἴσα, μὲ ἀγωνία. — Ἐντάξει, τὰ εἴπαμε. Αὔριο θὰ πάμε μαζὶ στὸν κύριο Βιλλέ. — Ὄχι, μπαμπᾶ, δὲν εἶναι τίποτα σπουδαῖο. Καθίστε στὴ θέση σας κι ὅλα θὰ πάνε καλά. Ἡ Ἴσα εἶχε μιὰ ἰδέα. Εἶπε ἔτσι χωρὶς νὰ τὸ σκεφθεῖ: — Δὲν ξέρεις πόσο σὲ ἀγαπᾶμε ὅλοι μας. — Ἂς μὴ μιλήσουμε πιὰ γι᾿ αὐτὸ. — Δὲν θὰ ξαναμιλήσουμε, εἶπε ἡ κυρία Μαρυλέν. Καὶ τώρα ἦταν πιὰ μόνη. Τὸ σπίτι ἦταν ἥσυχο καὶ ἡ νύχτα εἶχε πέσει γιὰ τὰ καλά. (278, 796, 502, 1837)
security-price: 59 (673, 1390, 687, 1402)
security-name: Ἐθνικὸν Δάνειον 3.5ο/ο 1971/73 (514, 1264, 634, 1290)
egyptian-life-title: ΑΙΓΥΠΤΙΑΚΗ ΖΩΗ (1144, 304, 1564, 356)
security-price: 290 (667, 1376, 687, 1388)
security-name: Ἰδρυτικὸν Ἡλιουπόλεως (514, 1362, 636, 1374)
agricultural-exports-title: ΑΙ ΕΞΑΓΩΓΑΙ ΓΕΩΡΓΙΚΩΝ ΠΡΟΪΟΝΤΩΝ (1360, 50, 1564, 86)
right-column (1144, 46, 1564, 2226)
police-title: ΤΑ ΕΛΛΗΝΙΚΑ ΗΘΗ (1175, 1219, 1533, 1257)
security-price: 8790 (690, 1271, 716, 1283)
exchange-row (512, 1361, 718, 1375)
private-schools-title: ΑΙ ΙΔΙΩΤΙΚΑΙ ΣΧΟΛΑΙ (1144, 626, 1349, 650)
cairo-heading: ΚΑΪΡΙΝΑ (349, 269, 403, 284)
exchange-row (512, 1347, 718, 1361)
article-america: Α ΑΙ ΔΙΑΚΡΙΣΕΙΣ ΕΙΣ ΑΜΕΡΙΚΗΝ Ὁ Πρόεδρος Τζόνσον ἀπεδίδων τόσον τιμὴν εἰς τὴν δεύτερην ἐπέτειον τοῦ θανάτου τοῦ Προέδρου Κέννεντυ ἐξήγγειλε ὅτι ἐπὶ τῆς θητείας του θὰ ἐφαρμοσθοῦν οἱ νόμοι περὶ ἀτομικῶν δικαιωμάτων. Πράγματι, ὁ φόνος ἀθώων ἀνθρώπων ἐξακολουθεῖ νὰ μένει ἀτιμώρητος εἰς τὰς νοτίους πολιτείας. Ἐπὶ καὶ μὲ τὰ σχέδια ὑποστῶμεν πρώτιστα ὅτι ὑφίστανται ἀκόμη αἱ διακρίσεις εἰς βάρος τῶν νέγρων. Μὲ αὐτὴν τὴν λειτουργίαν τῆς Δικαιοσύνης, ἐλέγχει ὁ κόσμος τὸ πόσον ἀπέχει ἡ πράξις ἀπὸ τὴν θεωρίαν. (726, 339, 1136, 499)
industrial-exports: ΑΙ ΕΞΑΓΩΓΑΙ ΒΙΟΜΗΧΑΝΙΚΩΝ ΠΡΟΪΟΝΤΩΝ Τρεῖς ἀποστολαὶ (μία οἰκονομική, μία διερμηνευτικὴ καὶ μία ἐμπορική) θὰ ἐπισκεφθοῦν ἀργότερον τὰ Ἀφρικανικὰ κράτη ὅπως ἐξετάσουν τὴν ἐξαγωγὴν βιομηχανικῶν προϊόντων. Μεταξὺ τῶν ὑπὸ ἐξέτασιν εἰδῶν περιλαμβάνονται ὑφάσματα καὶ ψυγεῖα. (1144, 50, 1349, 240)
security-price: 730 (667, 1362, 687, 1374)
listing-strand: STRAND — Τηλ. 22322 HAREB MIN AL AYAM. (40, 317, 173, 346)
